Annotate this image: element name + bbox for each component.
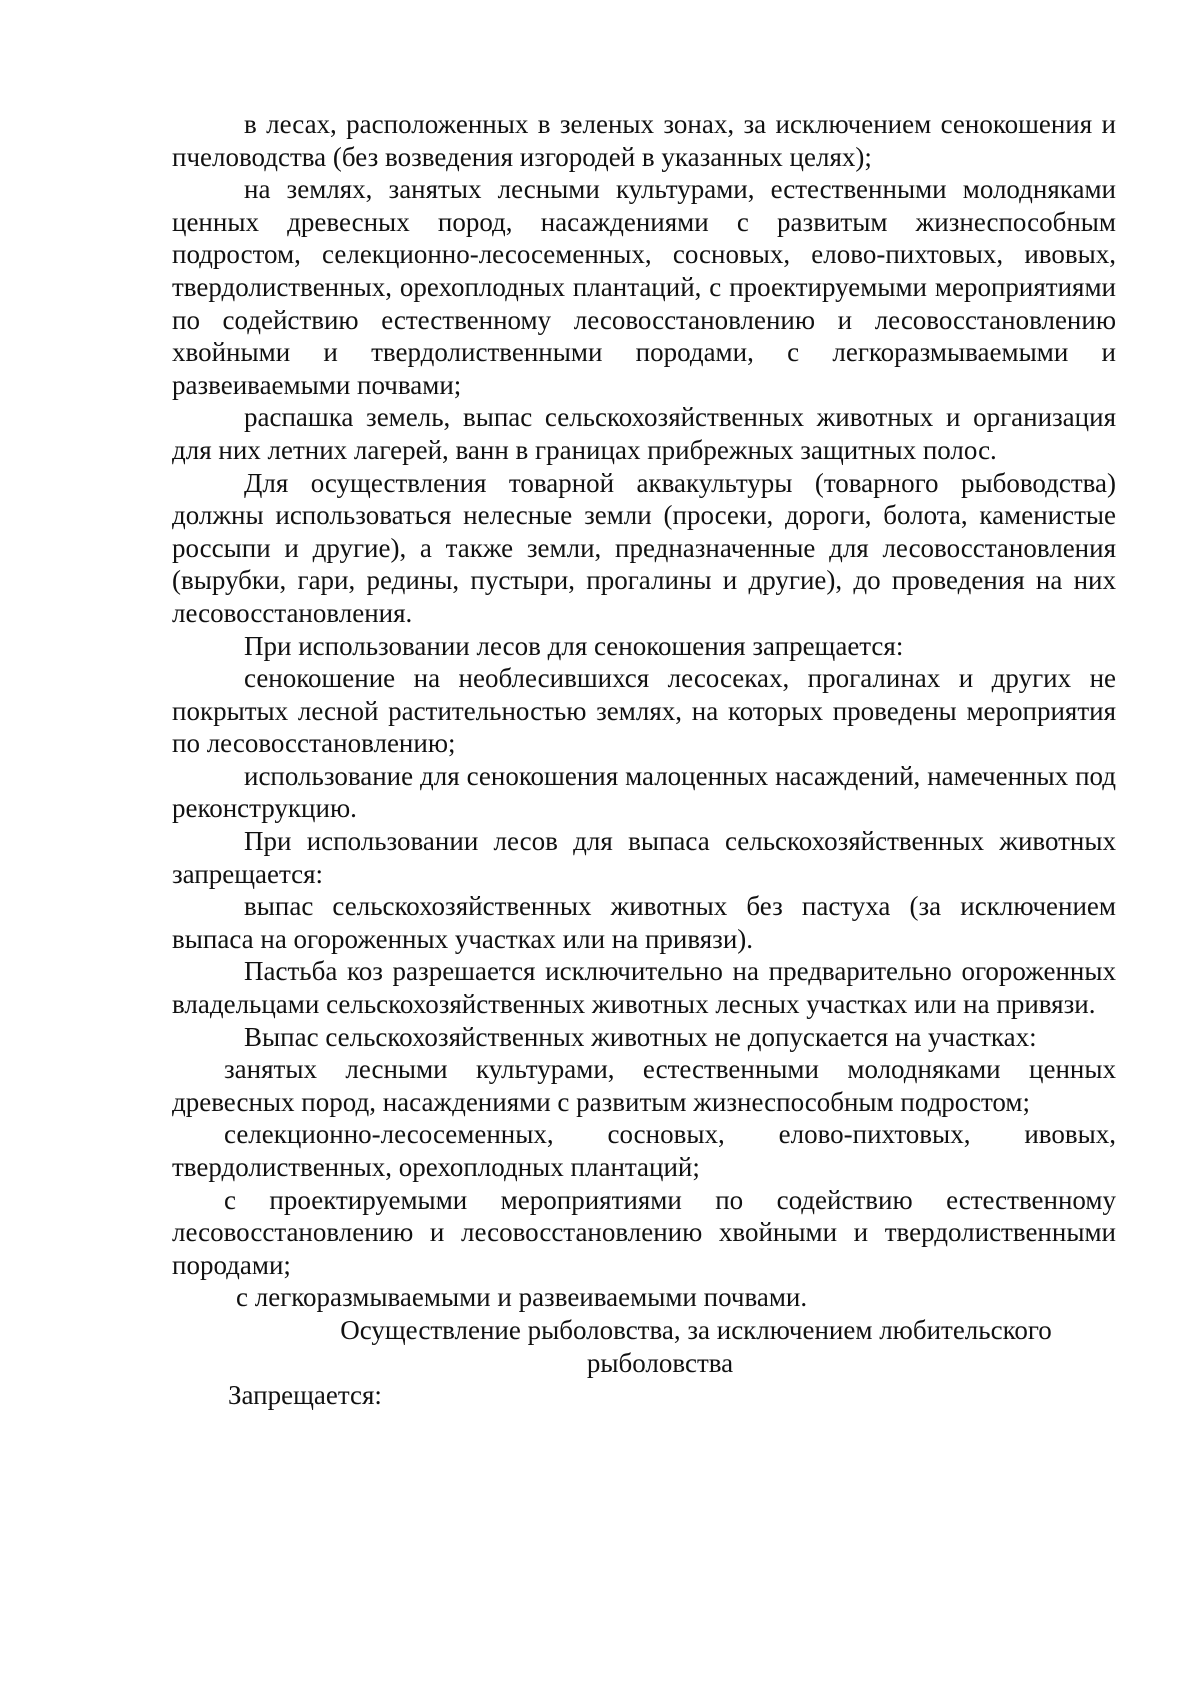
paragraph-2: на землях, занятых лесными культурами, естественными молодняками ценных древесных пород, насаждениями с развитым жизнеспособным подростом, селекционно-лесосеменных, сосновых, елово-пихтовых, ивовых, твердолиственных, орехоплодных плантаций, с проектируемыми мероприятиями по содействию естественному лесовосстановлению и лесовосстановлению хвойными и твердолиственными породами, с легкоразмываемыми и развеиваемыми почвами; <box>172 174 1116 400</box>
paragraph-11: Выпас сельскохозяйственных животных не допускается на участках: <box>244 1021 1037 1052</box>
final-line: Запрещается: <box>228 1380 382 1411</box>
paragraph-8: При использовании лесов для выпаса сельскохозяйственных животных запрещается: <box>172 826 1116 889</box>
paragraph-4: Для осуществления товарной аквакультуры (товарного рыбоводства) должны использоваться нелесные земли (просеки, дороги, болота, каменистые россыпи и другие), а также земли, предназначенные для лесовосстановления (вырубки, гари, редины, пустыри, прогалины и другие), до проведения на них лесовосстановления. <box>172 467 1116 628</box>
paragraph-9: выпас сельскохозяйственных животных без пастуха (за исключением выпаса на огороженных участках или на привязи). <box>172 891 1116 954</box>
paragraph-15: с легкоразмываемыми и развеиваемыми почвами. <box>236 1282 808 1313</box>
paragraph-3: распашка земель, выпас сельскохозяйственных животных и организация для них летних лагерей, ванн в границах прибрежных защитных полос. <box>172 402 1116 465</box>
paragraph-5: При использовании лесов для сенокошения запрещается: <box>244 630 904 661</box>
section-title: Осуществление рыболовства, за исключением любительского рыболовства <box>340 1314 1052 1378</box>
paragraph-14: с проектируемыми мероприятиями по содействию естественному лесовосстановлению и лесовосстановлению хвойными и твердолиственными породами; <box>172 1184 1116 1280</box>
paragraph-7: использование для сенокошения малоценных насаждений, намеченных под реконструкцию. <box>172 760 1116 824</box>
paragraph-12: занятых лесными культурами, естественными молодняками ценных древесных пород, насаждениями с развитым жизнеспособным подростом; <box>172 1054 1116 1117</box>
paragraph-1: в лесах, расположенных в зеленых зонах, за исключением сенокошения и пчеловодства (без возведения изгородей в указанных целях); <box>172 109 1116 172</box>
paragraph-10: Пастьба коз разрешается исключительно на предварительно огороженных владельцами сельскохозяйственных животных лесных участках или на привязи. <box>172 956 1116 1020</box>
paragraph-6: сенокошение на необлесившихся лесосеках, прогалинах и других не покрытых лесной растительностью землях, на которых проведены мероприятия по лесовосстановлению; <box>172 663 1116 759</box>
paragraph-13: селекционно-лесосеменных, сосновых, елово-пихтовых, ивовых, твердолиственных, орехоплодных плантаций; <box>172 1119 1116 1182</box>
document-page <box>172 108 1116 1412</box>
